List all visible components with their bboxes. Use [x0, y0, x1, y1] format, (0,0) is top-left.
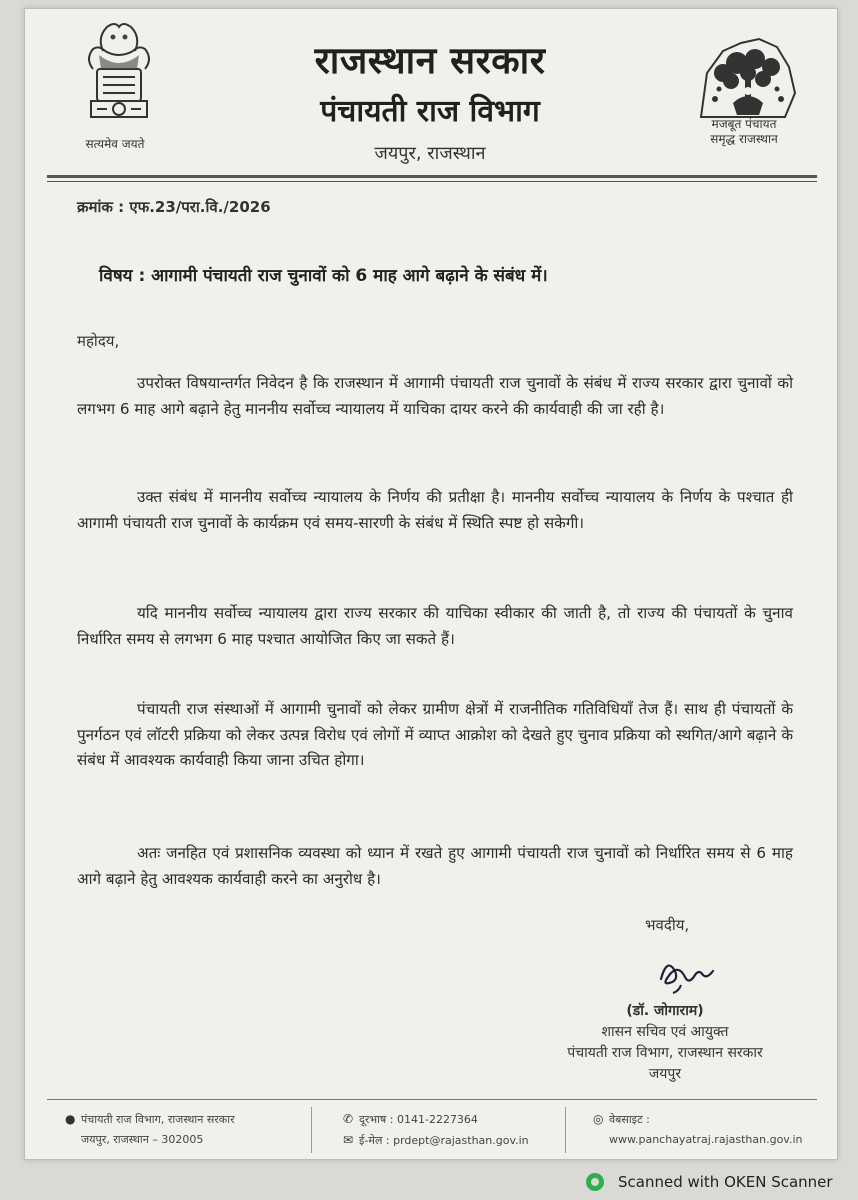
header-divider-thin — [47, 181, 817, 182]
body-paragraph: उक्त संबंध में माननीय सर्वोच्च न्यायालय के निर्णय की प्रतीक्षा है। माननीय सर्वोच्च न्यायालय के निर्णय के पश्चात ही आगामी पंचायती राज चुनावों के कार्यक्रम एवं समय-सारणी के संबंध में स्थिति स्पष्ट हो सकेगी। — [77, 488, 793, 532]
logo-caption-line1: मजबूत पंचायत — [711, 117, 777, 131]
signer-name: (डॉ. जोगाराम) — [626, 1003, 704, 1019]
footer-divider — [47, 1099, 817, 1100]
closing: भवदीय, — [645, 916, 690, 934]
emblem-caption: सत्यमेव जयते — [85, 137, 145, 151]
footer-phone: दूरभाष : 0141-2227364 — [359, 1113, 478, 1126]
mail-icon: ✉ — [343, 1133, 354, 1147]
footer-email[interactable]: ई-मेल : prdept@rajasthan.gov.in — [359, 1134, 529, 1147]
logo-caption-line2: समृद्ध राजस्थान — [710, 132, 778, 146]
footer-separator — [311, 1107, 312, 1153]
signature-block — [545, 1001, 785, 1085]
location-pin-icon: ● — [65, 1112, 76, 1126]
footer-separator — [565, 1107, 566, 1153]
signer-city: जयपुर — [648, 1066, 682, 1082]
department-city: जयपुर, राजस्थान — [374, 143, 486, 164]
footer-address — [65, 1109, 235, 1150]
reference-number: क्रमांक : एफ.23/परा.वि./2026 — [77, 198, 271, 216]
salutation: महोदय, — [77, 332, 120, 350]
phone-icon: ✆ — [343, 1112, 354, 1126]
body-paragraph: यदि माननीय सर्वोच्च न्यायालय द्वारा राज्य सरकार की याचिका स्वीकार की जाती है, तो राज्य की पंचायतों के चुनाव निर्धारित समय से लगभग 6 माह पश्चात आयोजित किए जा सकते हैं। — [77, 604, 793, 648]
scanner-watermark — [586, 1170, 833, 1194]
body-paragraph: अतः जनहित एवं प्रशासनिक व्यवस्था को ध्यान में रखते हुए आगामी पंचायती राज चुनावों को निर्धारित समय से 6 माह आगे बढ़ाने हेतु आवश्यक कार्यवाही करने का अनुरोध है। — [77, 844, 793, 888]
body-paragraph: पंचायती राज संस्थाओं में आगामी चुनावों को लेकर ग्रामीण क्षेत्रों में राजनीतिक गतिविधियाँ तेज हैं। साथ ही पंचायतों के पुनर्गठन एवं लॉटरी प्रक्रिया को लेकर उत्पन्न विरोध एवं लोगों में व्याप्त आक्रोश को देखते हुए चुनाव प्रक्रिया को स्थगित/आगे बढ़ाने के संबंध में आवश्यक कार्यवाही किया जाना उचित होगा। — [77, 700, 793, 769]
globe-icon: ◎ — [593, 1112, 604, 1126]
handwritten-signature — [651, 945, 723, 995]
body-paragraph: उपरोक्त विषयान्तर्गत निवेदन है कि राजस्थान में आगामी पंचायती राज चुनावों के संबंध में राज्य सरकार द्वारा चुनावों को लगभग 6 माह आगे बढ़ाने हेतु माननीय सर्वोच्च न्यायालय में याचिका दायर करने की कार्यवाही की जा रही है। — [77, 374, 793, 418]
logo-caption — [675, 117, 813, 147]
department-title: पंचायती राज विभाग — [320, 94, 540, 129]
footer-address-line1: पंचायती राज विभाग, राजस्थान सरकार — [81, 1113, 235, 1126]
scanner-watermark-text: Scanned with OKEN Scanner — [618, 1173, 833, 1191]
signer-designation: शासन सचिव एवं आयुक्त — [601, 1024, 729, 1040]
footer-website — [593, 1109, 803, 1150]
footer-address-line2: जयपुर, राजस्थान – 302005 — [81, 1133, 204, 1146]
header-divider — [47, 175, 817, 178]
signer-department: पंचायती राज विभाग, राजस्थान सरकार — [567, 1045, 763, 1061]
footer-contact — [343, 1109, 529, 1151]
letter-page — [24, 8, 838, 1160]
government-title: राजस्थान सरकार — [314, 39, 546, 82]
footer-website-url[interactable]: www.panchayatraj.rajasthan.gov.in — [609, 1133, 803, 1146]
ashoka-emblem-icon — [63, 11, 175, 151]
oken-scanner-icon — [586, 1173, 604, 1191]
footer-website-label: वेबसाइट : — [609, 1113, 650, 1126]
letter-subject: विषय : आगामी पंचायती राज चुनावों को 6 माह आगे बढ़ाने के संबंध में। — [99, 266, 548, 286]
